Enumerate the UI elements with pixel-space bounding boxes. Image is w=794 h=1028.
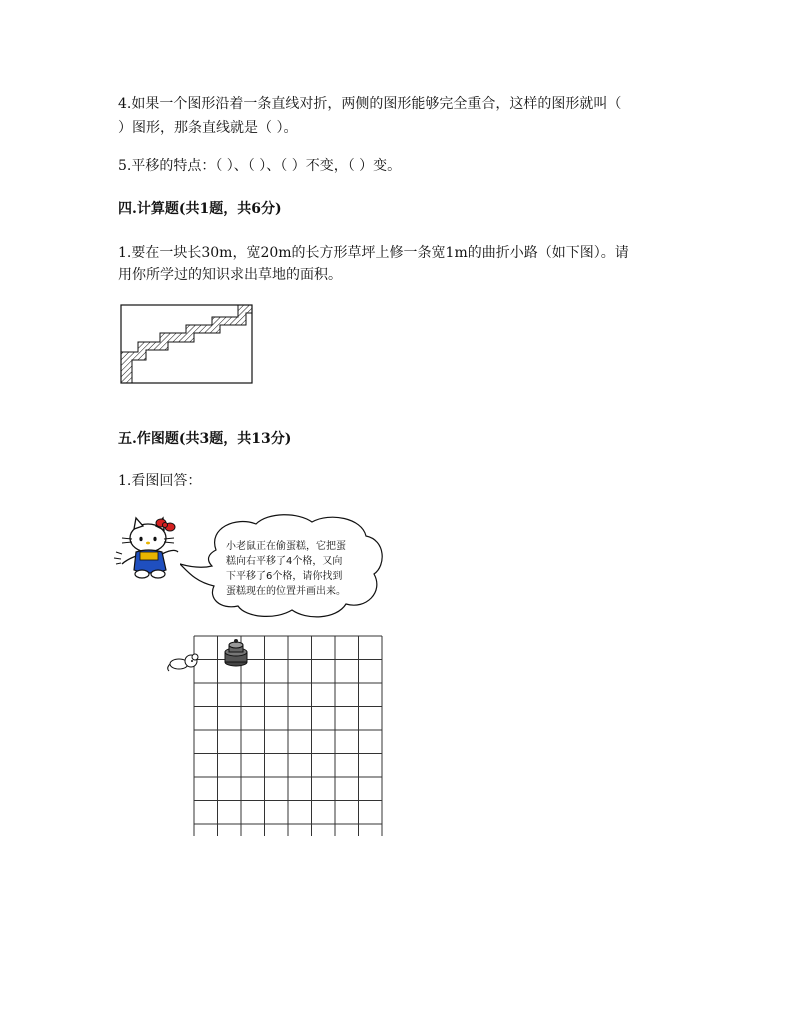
section4-heading: 四.计算题(共1题，共6分) bbox=[118, 201, 282, 217]
calc1-line-1: 1.要在一块长30m，宽20m的长方形草坪上修一条宽1m的曲折小路（如下图）。请 bbox=[118, 245, 629, 261]
q5-text: 5.平移的特点：（ ）、（ ）、（ ）不变，（ ）变。 bbox=[118, 158, 402, 174]
mouse-icon bbox=[168, 654, 198, 671]
bubble-line-2: 糕向右平移了4个格，又向 bbox=[226, 556, 343, 567]
draw1-label: 1.看图回答： bbox=[118, 473, 202, 489]
calc1-line-2: 用你所学过的知识求出草地的面积。 bbox=[118, 267, 342, 283]
grid-lines bbox=[194, 636, 382, 836]
q4-line-2: ）图形，那条直线就是（ ）。 bbox=[118, 120, 298, 136]
cake-icon bbox=[225, 639, 247, 666]
bubble-line-4: 蛋糕现在的位置并画出来。 bbox=[226, 586, 346, 597]
section5-heading: 五.作图题(共3题，共13分) bbox=[118, 431, 292, 447]
bubble-line-1: 小老鼠正在偷蛋糕，它把蛋 bbox=[226, 541, 346, 552]
q4-line-1: 4.如果一个图形沿着一条直线对折，两侧的图形能够完全重合，这样的图形就叫（ bbox=[118, 96, 622, 112]
bubble-line-3: 下平移了6个格，请你找到 bbox=[226, 571, 343, 582]
hatched-path-diagram bbox=[120, 304, 254, 386]
translation-grid bbox=[165, 630, 387, 836]
